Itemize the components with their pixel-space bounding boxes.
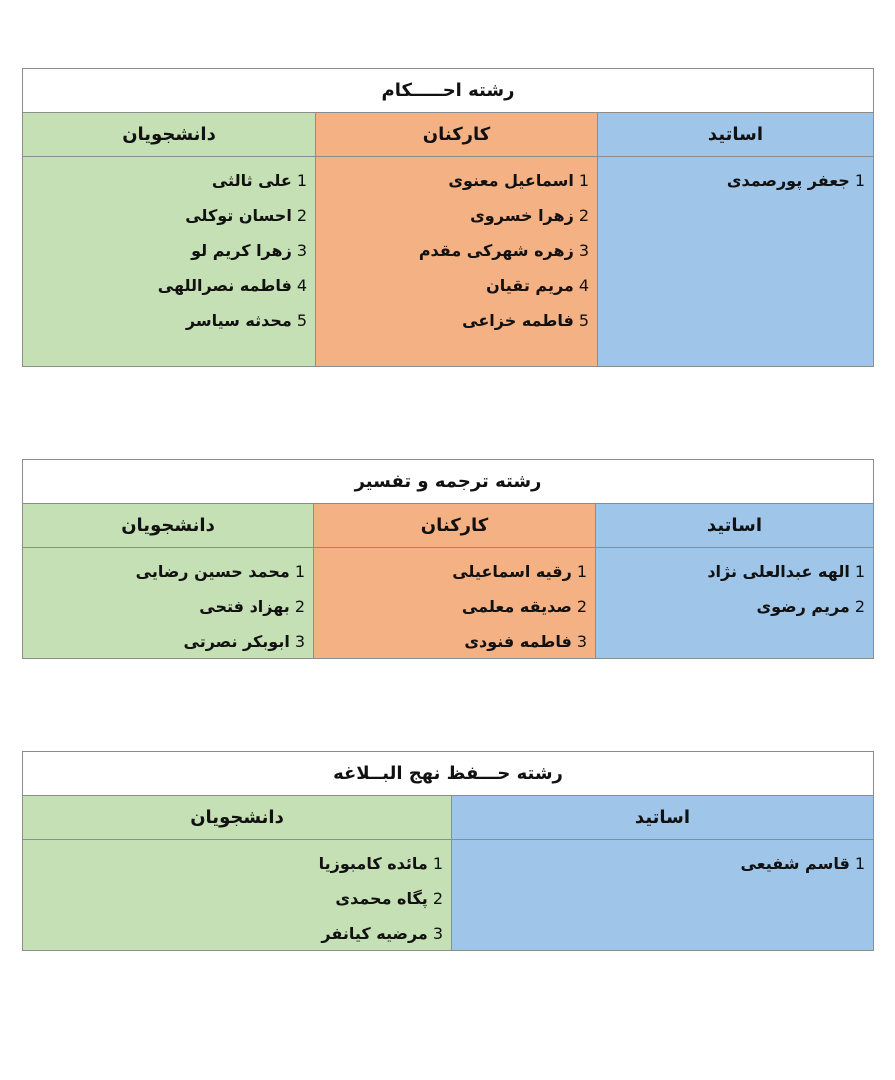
list-item: 2احسان توکلی — [185, 206, 307, 225]
list-item: 2بهزاد فتحی — [199, 597, 305, 616]
list-item: 2مریم رضوی — [756, 597, 865, 616]
list-item: 2پگاه محمدی — [335, 889, 443, 908]
section-columns — [23, 504, 873, 658]
list-item: 5فاطمه خزاعی — [462, 311, 589, 330]
column-body — [452, 840, 873, 950]
list-item: 3مرضیه کیانفر — [321, 924, 443, 943]
list-item: 3زهرا کریم لو — [191, 241, 307, 260]
column-header: اساتید — [598, 113, 873, 157]
section-ahkam — [22, 68, 874, 367]
list-item: 4فاطمه نصراللهی — [157, 276, 307, 295]
column-students — [23, 504, 313, 658]
list-item: 1علی ثالثی — [211, 171, 307, 190]
column-body — [314, 548, 595, 658]
column-students — [23, 113, 315, 366]
column-header: دانشجویان — [23, 796, 451, 840]
list-item: 1قاسم شفیعی — [740, 854, 865, 873]
column-staff — [313, 504, 595, 658]
column-body — [596, 548, 873, 658]
column-staff — [315, 113, 597, 366]
column-body — [23, 840, 451, 950]
list-item: 1مائده کامبوزیا — [318, 854, 443, 873]
column-professors — [451, 796, 873, 950]
column-students — [23, 796, 451, 950]
list-item: 3ابوبکر نصرتی — [183, 632, 305, 651]
section-columns — [23, 113, 873, 366]
column-professors — [597, 113, 873, 366]
list-item: 2زهرا خسروی — [470, 206, 589, 225]
column-header: دانشجویان — [23, 113, 315, 157]
column-body — [23, 548, 313, 658]
list-item: 1الهه عبدالعلی نژاد — [707, 562, 865, 581]
column-header: دانشجویان — [23, 504, 313, 548]
column-body — [598, 157, 873, 366]
section-columns — [23, 796, 873, 950]
section-title: رشته حـــفظ نهج البــلاغه — [23, 752, 873, 796]
list-item: 2صدیقه معلمی — [461, 597, 587, 616]
list-item: 1رقیه اسماعیلی — [452, 562, 587, 581]
column-header: اساتید — [596, 504, 873, 548]
list-item: 1محمد حسین رضایی — [135, 562, 305, 581]
column-header: کارکنان — [316, 113, 597, 157]
column-professors — [595, 504, 873, 658]
section-nahj-al-balagha — [22, 751, 874, 951]
column-header: اساتید — [452, 796, 873, 840]
list-item: 4مریم تقیان — [486, 276, 589, 295]
list-item: 5محدثه سیاسر — [185, 311, 307, 330]
column-header: کارکنان — [314, 504, 595, 548]
list-item: 1اسماعیل معنوی — [448, 171, 589, 190]
column-body — [316, 157, 597, 366]
list-item: 3زهره شهرکی مقدم — [418, 241, 589, 260]
section-title: رشته ترجمه و تفسیر — [23, 460, 873, 504]
list-item: 1جعفر پورصمدی — [726, 171, 865, 190]
column-body — [23, 157, 315, 366]
section-title: رشته احـــــکام — [23, 69, 873, 113]
list-item: 3فاطمه فنودی — [464, 632, 587, 651]
section-translation-interpretation — [22, 459, 874, 659]
